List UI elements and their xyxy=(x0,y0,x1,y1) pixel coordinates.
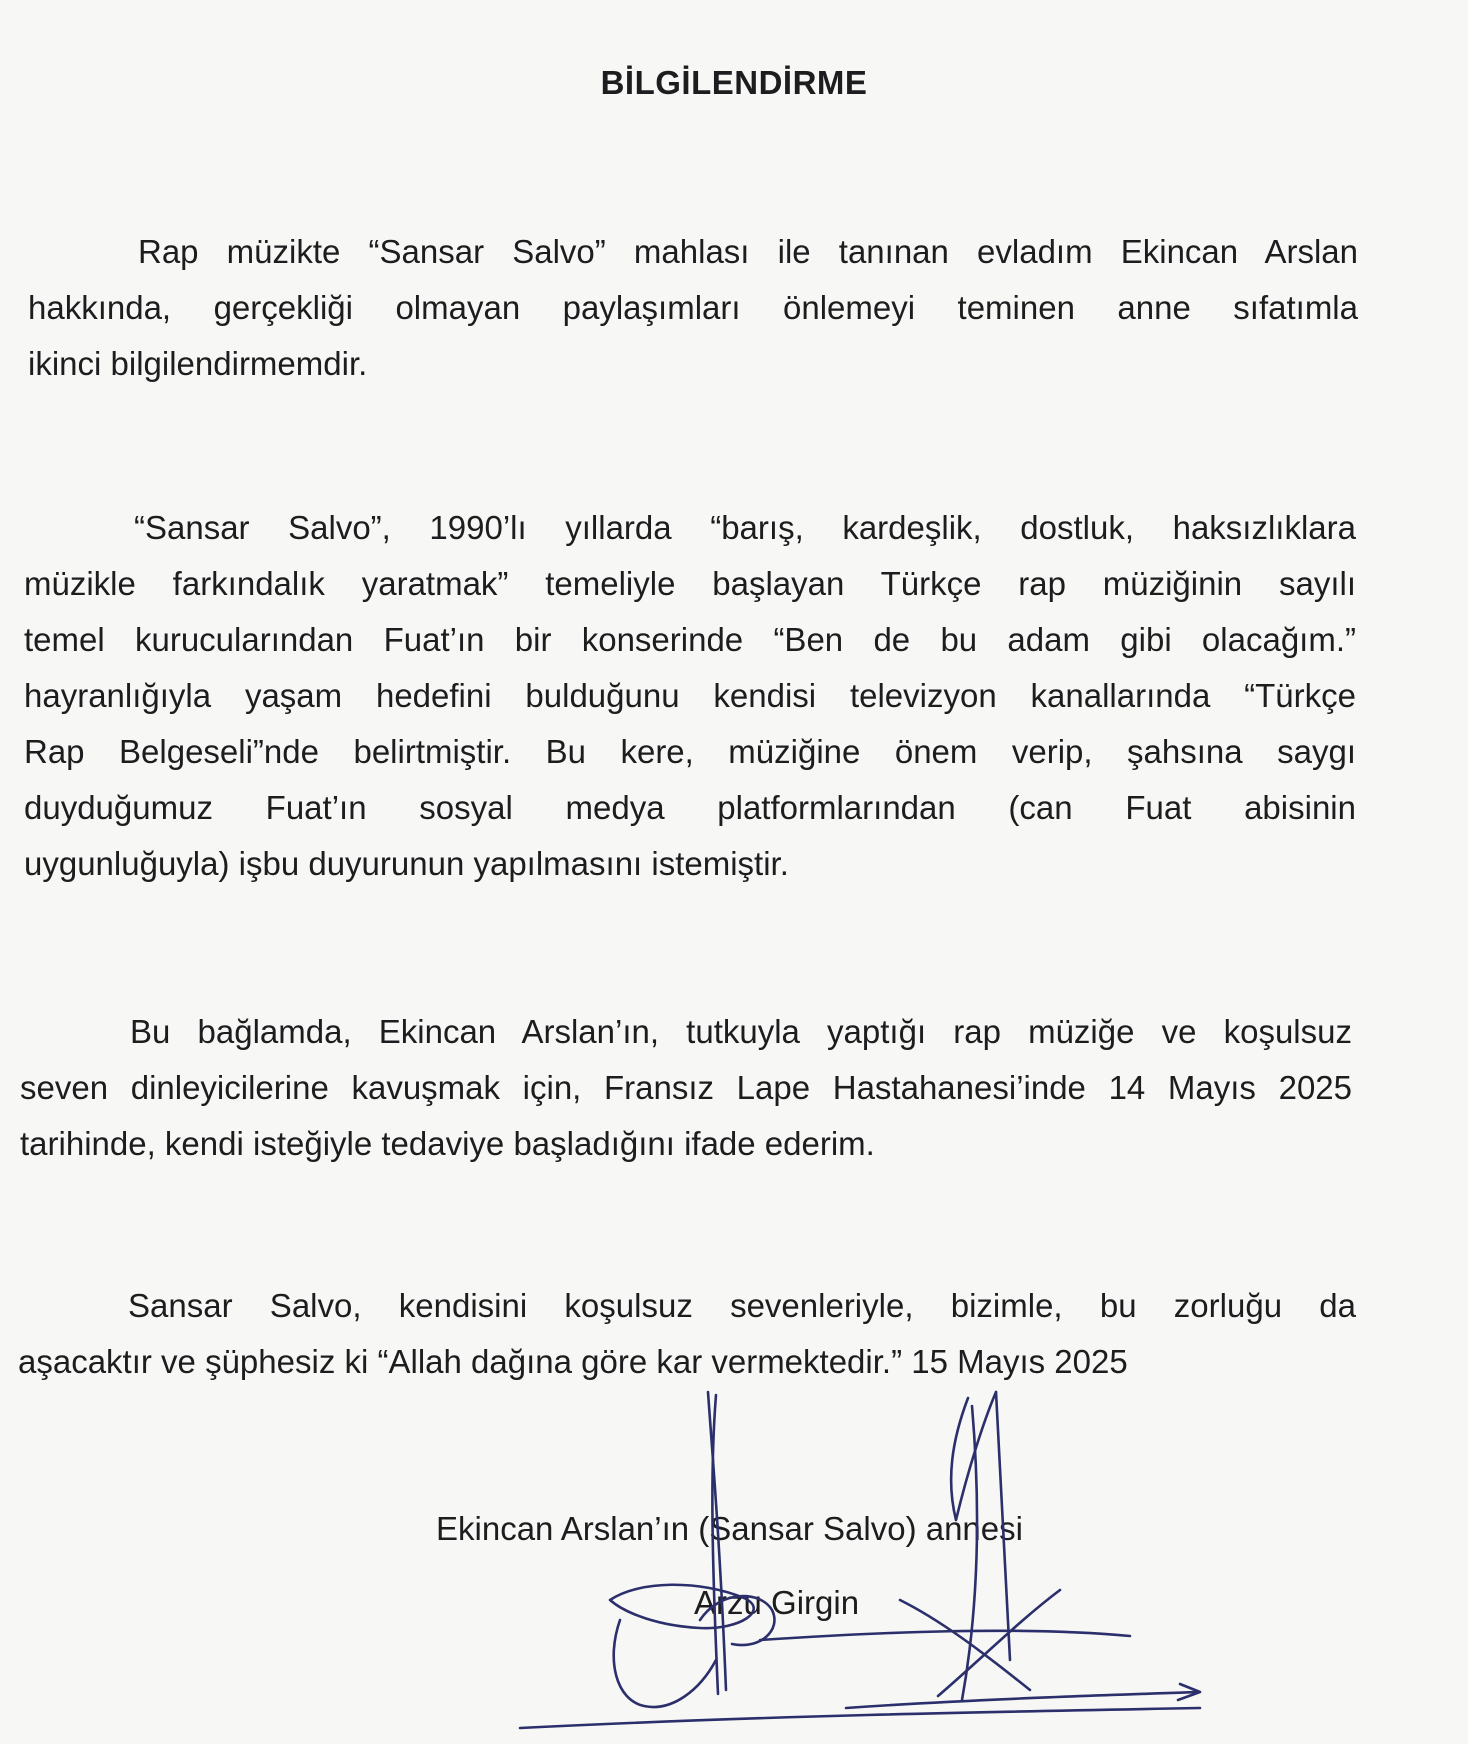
paragraph-2 xyxy=(24,500,1356,892)
paragraph-line: “Sansar Salvo”, 1990’lı yıllarda “barış, kardeşlik, dostluk, haksızlıklara xyxy=(134,509,1356,546)
paragraph-line: duyduğumuz Fuat’ın sosyal medya platformlarından (can Fuat abisinin xyxy=(24,789,1356,826)
paragraph-line: aşacaktır ve şüphesiz ki “Allah dağına göre kar vermektedir.” 15 Mayıs 2025 xyxy=(18,1343,1128,1380)
paragraph-line: ikinci bilgilendirmemdir. xyxy=(28,345,368,382)
document-title: BİLGİLENDİRME xyxy=(600,64,868,101)
paragraph-line: temel kurucularından Fuat’ın bir konserinde “Ben de bu adam gibi olacağım.” xyxy=(24,621,1356,658)
signatory-role: Ekincan Arslan’ın (Sansar Salvo) annesi xyxy=(436,1510,1023,1547)
paragraph-1 xyxy=(28,224,1358,392)
paragraph-line: tarihinde, kendi isteğiyle tedaviye başladığını ifade ederim. xyxy=(20,1125,875,1162)
paragraph-line: Rap müzikte “Sansar Salvo” mahlası ile tanınan evladım Ekincan Arslan xyxy=(138,233,1358,270)
paragraph-line: Sansar Salvo, kendisini koşulsuz sevenleriyle, bizimle, bu zorluğu da xyxy=(128,1287,1356,1324)
paragraph-line: Bu bağlamda, Ekincan Arslan’ın, tutkuyla yaptığı rap müziğe ve koşulsuz xyxy=(130,1013,1352,1050)
paragraph-line: hakkında, gerçekliği olmayan paylaşımları önlemeyi teminen anne sıfatımla xyxy=(28,289,1358,326)
paragraph-line: Rap Belgeseli”nde belirtmiştir. Bu kere, müziğine önem verip, şahsına saygı xyxy=(24,733,1356,770)
paragraph-3 xyxy=(20,1004,1352,1172)
paragraph-4 xyxy=(18,1278,1356,1390)
paragraph-line: uygunluğuyla) işbu duyurunun yapılmasını istemiştir. xyxy=(24,845,789,882)
paragraph-line: hayranlığıyla yaşam hedefini bulduğunu kendisi televizyon kanallarında “Türkçe xyxy=(24,677,1356,714)
signatory-name: Arzu Girgin xyxy=(694,1584,860,1621)
paragraph-line: müzikle farkındalık yaratmak” temeliyle başlayan Türkçe rap müziğinin sayılı xyxy=(24,565,1356,602)
paragraph-line: seven dinleyicilerine kavuşmak için, Fransız Lape Hastahanesi’inde 14 Mayıs 2025 xyxy=(20,1069,1352,1106)
